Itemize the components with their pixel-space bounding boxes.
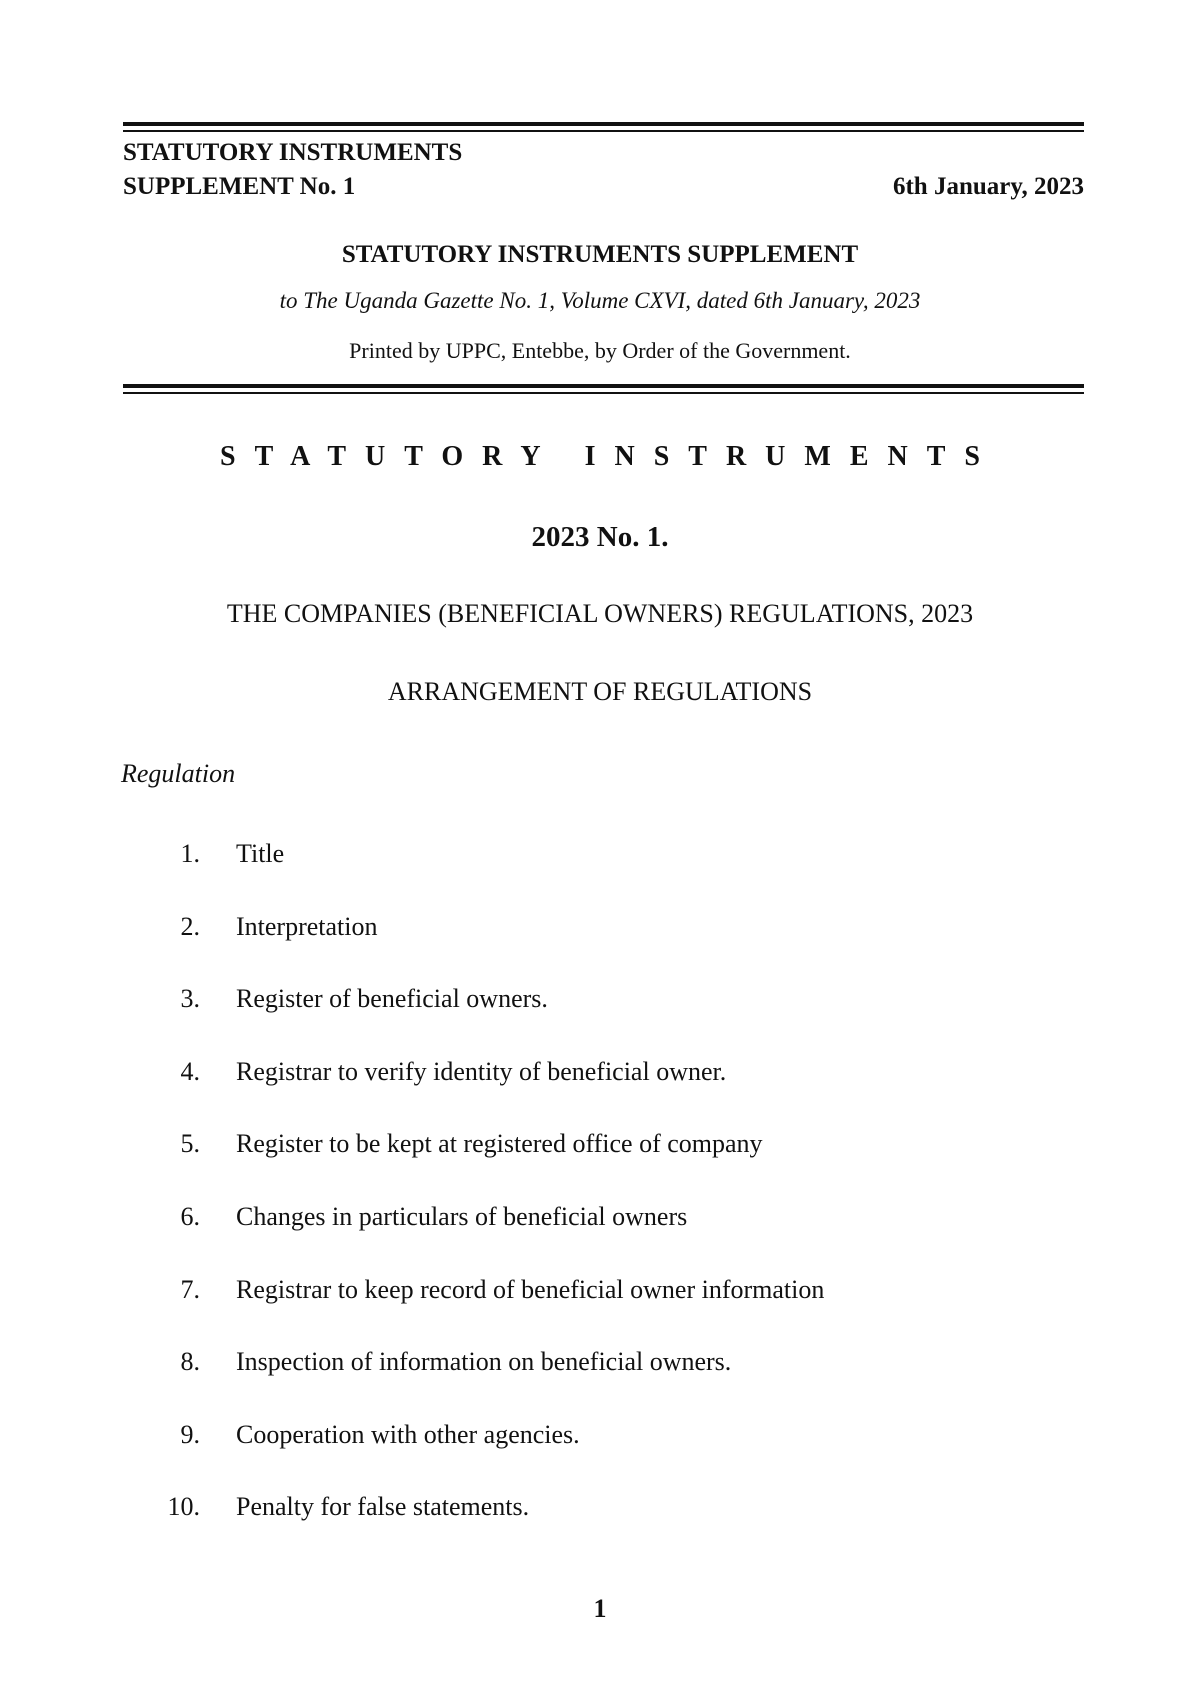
header-bottom-double-rule (123, 384, 1084, 394)
page-number: 1 (593, 1594, 607, 1623)
regulation-heading: Register of beneficial owners. (236, 984, 548, 1014)
regulation-number: 2. (180, 911, 200, 941)
regulation-number: 8. (180, 1347, 200, 1377)
regulation-heading: Registrar to verify identity of beneficial owner. (236, 1056, 727, 1086)
regulation-heading: Registrar to keep record of beneficial owner information (236, 1274, 825, 1304)
regulation-item (0, 1201, 1200, 1274)
header-line-1: STATUTORY INSTRUMENTS (123, 139, 463, 166)
regulation-heading: Changes in particulars of beneficial owners (236, 1201, 688, 1231)
regulation-number: 1. (180, 839, 200, 868)
regulation-heading: Inspection of information on beneficial owners. (236, 1347, 732, 1377)
regulation-item (0, 1274, 1200, 1347)
supplement-printer-note: Printed by UPPC, Entebbe, by Order of the Government. (349, 338, 851, 363)
supplement-subtitle: to The Uganda Gazette No. 1, Volume CXVI, dated 6th January, 2023 (279, 288, 921, 313)
regulations-title: THE COMPANIES (BENEFICIAL OWNERS) REGULATIONS, 2023 (226, 599, 974, 628)
regulations-list (0, 838, 1200, 1564)
regulation-heading: Interpretation (236, 911, 378, 941)
supplement-title: STATUTORY INSTRUMENTS SUPPLEMENT (341, 241, 859, 268)
instruments-heading: STATUTORY INSTRUMENTS (220, 441, 999, 472)
regulation-item (0, 1346, 1200, 1419)
regulation-heading: Cooperation with other agencies. (236, 1419, 580, 1449)
instrument-number: 2023 No. 1. (531, 521, 669, 553)
regulation-number: 6. (180, 1201, 200, 1231)
regulation-heading: Title (236, 839, 285, 868)
regulation-number: 4. (180, 1056, 200, 1086)
header-top-double-rule (123, 122, 1084, 132)
header-line-2: SUPPLEMENT No. 1 (123, 173, 356, 200)
regulation-number: 5. (180, 1129, 200, 1159)
regulation-heading: Penalty for false statements. (236, 1492, 530, 1522)
regulation-item (0, 1128, 1200, 1201)
regulation-item (0, 838, 1200, 911)
regulation-item (0, 1056, 1200, 1129)
regulation-item (0, 911, 1200, 984)
header-date: 6th January, 2023 (892, 173, 1084, 200)
regulation-item (0, 1491, 1200, 1564)
arrangement-title: ARRANGEMENT OF REGULATIONS (387, 677, 813, 706)
regulation-column-label: Regulation (121, 759, 236, 788)
regulation-number: 10. (167, 1492, 200, 1522)
regulation-item (0, 1419, 1200, 1492)
regulation-number: 3. (180, 984, 200, 1014)
regulation-heading: Register to be kept at registered office of company (236, 1129, 763, 1159)
regulation-number: 9. (180, 1419, 200, 1449)
regulation-item (0, 983, 1200, 1056)
regulation-number: 7. (180, 1274, 200, 1304)
